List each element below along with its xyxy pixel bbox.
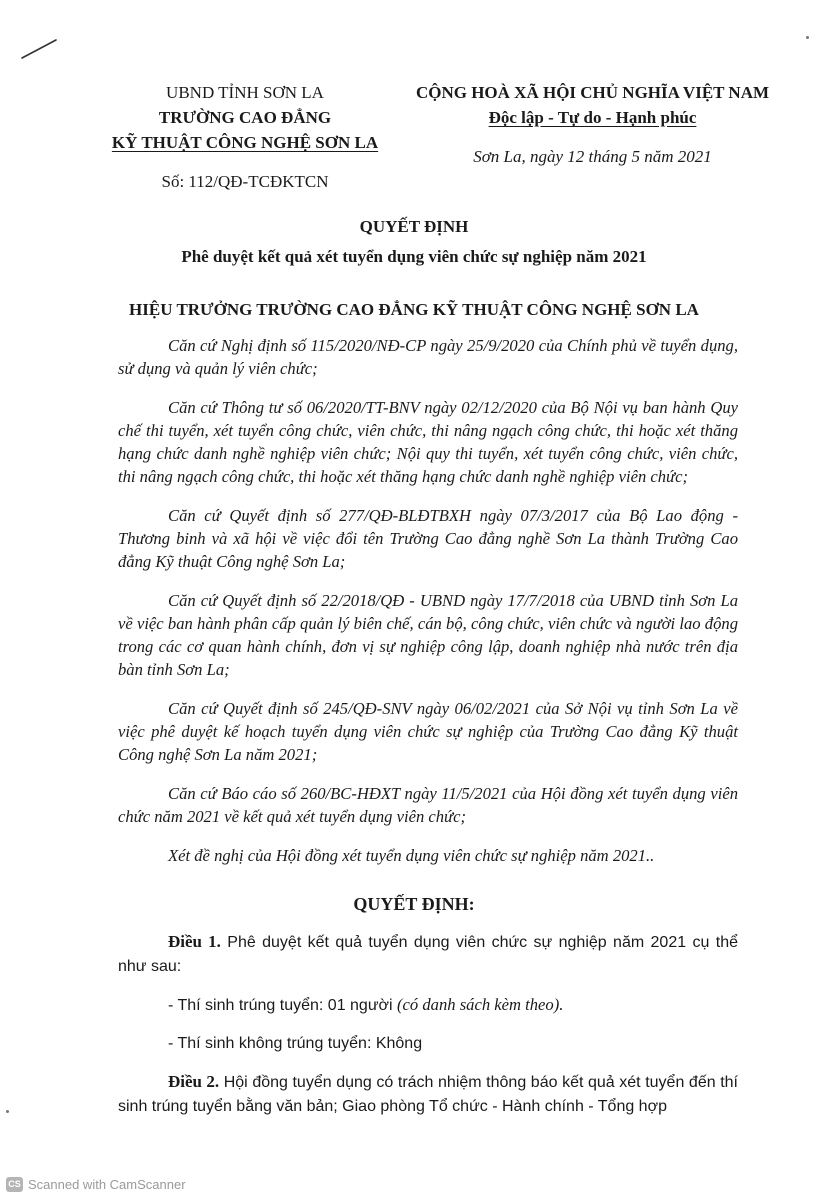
article-1-item-1-text: - Thí sinh trúng tuyển: 01 người (168, 997, 398, 1014)
basis-paragraph: Căn cứ Quyết định số 277/QĐ-BLĐTBXH ngày 07/3/2017 của Bộ Lao động - Thương binh và xã hội về việc đổi tên Trường Cao đẳng nghề Sơn La thành Trường Cao đẳng Kỹ thuật Công nghệ Sơn La; (118, 506, 738, 571)
motto: Độc lập - Tự do - Hạnh phúc (488, 108, 697, 127)
legal-bases (118, 334, 738, 883)
article-2-text: Hội đồng tuyển dụng có trách nhiệm thông báo kết quả xét tuyển đến thí sinh trúng tuyển bằng văn bản; Giao phòng Tổ chức - Hành chính - Tổng hợp (118, 1074, 738, 1115)
article-2 (118, 1070, 738, 1119)
issuer-province: UBND TỈNH SƠN LA (166, 83, 324, 102)
document-title (0, 212, 828, 272)
document-date: Sơn La, ngày 12 tháng 5 năm 2021 (473, 147, 712, 166)
article-1-item-2: - Thí sinh không trúng tuyển: Không (168, 1035, 423, 1052)
issuer-school-line1: TRƯỜNG CAO ĐẲNG (158, 108, 332, 127)
basis-paragraph: Xét đề nghị của Hội đồng xét tuyển dụng viên chức sự nghiệp năm 2021.. (168, 846, 655, 865)
camscanner-logo-icon: CS (6, 1177, 23, 1192)
article-1 (118, 930, 738, 979)
basis-paragraph: Căn cứ Quyết định số 22/2018/QĐ - UBND ngày 17/7/2018 của UBND tỉnh Sơn La về việc ban hành phân cấp quản lý biên chế, cán bộ, công chức, viên chức và người lao động trong các cơ quan hành chính, đơn vị sự nghiệp công lập, doanh nghiệp nhà nước trên địa bàn tỉnh Sơn La; (118, 591, 738, 679)
article-1-item-1-note: (có danh sách kèm theo). (397, 995, 564, 1014)
title-heading: QUYẾT ĐỊNH (359, 217, 469, 236)
authority-line: HIỆU TRƯỞNG TRƯỜNG CAO ĐẲNG KỸ THUẬT CÔNG NGHỆ SƠN LA (129, 300, 699, 319)
articles (118, 930, 738, 1133)
national-motto-block (395, 80, 790, 169)
basis-paragraph: Căn cứ Quyết định số 245/QĐ-SNV ngày 06/02/2021 của Sở Nội vụ tỉnh Sơn La về việc phê duyệt kế hoạch tuyển dụng viên chức sự nghiệp của Trường Cao đẳng Kỹ thuật Công nghệ Sơn La năm 2021; (118, 699, 738, 764)
scanner-watermark (6, 1177, 186, 1192)
scanner-text: Scanned with CamScanner (28, 1177, 186, 1192)
scan-speck (6, 1110, 9, 1113)
article-1-text: Phê duyệt kết quả tuyển dụng viên chức sự nghiệp năm 2021 cụ thể như sau: (118, 934, 738, 975)
document-number: Số: 112/QĐ-TCĐKTCN (161, 172, 329, 191)
issuer-block (80, 80, 410, 194)
basis-paragraph: Căn cứ Nghị định số 115/2020/NĐ-CP ngày 25/9/2020 của Chính phủ về tuyển dụng, sử dụng và quản lý viên chức; (118, 336, 738, 378)
pen-stroke-mark (20, 36, 60, 60)
article-2-label: Điều 2. (168, 1072, 220, 1091)
basis-paragraph: Căn cứ Báo cáo số 260/BC-HĐXT ngày 11/5/2021 của Hội đồng xét tuyển dụng viên chức năm 2021 về kết quả xét tuyển dụng viên chức; (118, 784, 738, 826)
title-subtitle: Phê duyệt kết quả xét tuyển dụng viên chức sự nghiệp năm 2021 (181, 247, 647, 266)
decision-heading: QUYẾT ĐỊNH: (353, 894, 475, 914)
article-1-label: Điều 1. (168, 932, 221, 951)
country-name: CỘNG HOÀ XÃ HỘI CHỦ NGHĨA VIỆT NAM (415, 83, 770, 102)
scan-speck (806, 36, 809, 39)
basis-paragraph: Căn cứ Thông tư số 06/2020/TT-BNV ngày 02/12/2020 của Bộ Nội vụ ban hành Quy chế thi tuyển, xét tuyển công chức, viên chức, thi nâng ngạch công chức, thi hoặc xét thăng hạng chức danh nghề nghiệp viên chức; Nội quy thi tuyển, xét tuyển công chức, viên chức, thi nâng ngạch công chức, thi hoặc xét thăng hạng chức danh nghề nghiệp viên chức; (118, 398, 738, 486)
issuer-school-line2: KỸ THUẬT CÔNG NGHỆ SƠN LA (111, 133, 379, 152)
article-1-item-1 (118, 993, 738, 1018)
